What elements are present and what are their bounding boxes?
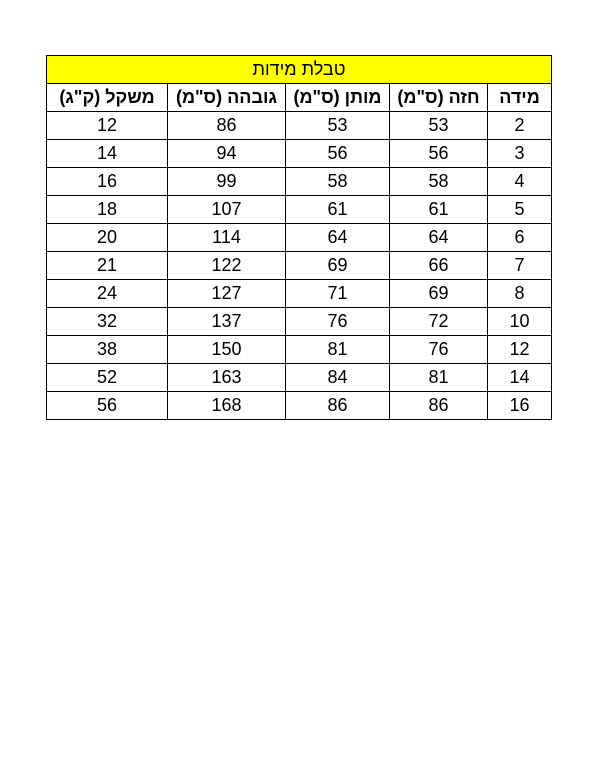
cell-waist: 53 <box>286 112 390 140</box>
cell-waist: 61 <box>286 196 390 224</box>
cell-chest: 69 <box>390 280 488 308</box>
cell-chest: 56 <box>390 140 488 168</box>
cell-height: 94 <box>168 140 286 168</box>
cell-chest: 76 <box>390 336 488 364</box>
cell-size: 6 <box>488 224 552 252</box>
header-chest: חזה (ס"מ) <box>390 84 488 112</box>
cell-size: 3 <box>488 140 552 168</box>
title-row <box>47 56 552 84</box>
table-row <box>47 364 552 392</box>
cell-size: 16 <box>488 392 552 420</box>
cell-waist: 56 <box>286 140 390 168</box>
cell-height: 122 <box>168 252 286 280</box>
cell-size: 5 <box>488 196 552 224</box>
cell-waist: 71 <box>286 280 390 308</box>
cell-weight: 32 <box>47 308 168 336</box>
cell-chest: 61 <box>390 196 488 224</box>
cell-waist: 58 <box>286 168 390 196</box>
cell-weight: 18 <box>47 196 168 224</box>
header-row <box>47 84 552 112</box>
cell-size: 8 <box>488 280 552 308</box>
table-row <box>47 252 552 280</box>
cell-weight: 21 <box>47 252 168 280</box>
cell-weight: 52 <box>47 364 168 392</box>
cell-size: 4 <box>488 168 552 196</box>
table-row <box>47 308 552 336</box>
size-chart-table <box>46 55 552 420</box>
table-row <box>47 140 552 168</box>
table-row <box>47 392 552 420</box>
table-row <box>47 168 552 196</box>
header-size: מידה <box>488 84 552 112</box>
cell-height: 163 <box>168 364 286 392</box>
cell-weight: 16 <box>47 168 168 196</box>
header-weight: משקל (ק"ג) <box>47 84 168 112</box>
cell-chest: 86 <box>390 392 488 420</box>
cell-size: 7 <box>488 252 552 280</box>
cell-chest: 58 <box>390 168 488 196</box>
cell-waist: 81 <box>286 336 390 364</box>
cell-size: 12 <box>488 336 552 364</box>
cell-height: 127 <box>168 280 286 308</box>
cell-height: 150 <box>168 336 286 364</box>
cell-chest: 53 <box>390 112 488 140</box>
table-title: טבלת מידות <box>47 56 552 84</box>
cell-waist: 84 <box>286 364 390 392</box>
cell-weight: 20 <box>47 224 168 252</box>
cell-size: 10 <box>488 308 552 336</box>
cell-size: 2 <box>488 112 552 140</box>
cell-weight: 12 <box>47 112 168 140</box>
cell-height: 137 <box>168 308 286 336</box>
cell-weight: 38 <box>47 336 168 364</box>
table-row <box>47 112 552 140</box>
table-row <box>47 196 552 224</box>
table-row <box>47 336 552 364</box>
cell-chest: 64 <box>390 224 488 252</box>
cell-waist: 76 <box>286 308 390 336</box>
cell-weight: 24 <box>47 280 168 308</box>
cell-weight: 14 <box>47 140 168 168</box>
header-waist: מותן (ס"מ) <box>286 84 390 112</box>
table-row <box>47 280 552 308</box>
cell-height: 107 <box>168 196 286 224</box>
cell-height: 99 <box>168 168 286 196</box>
cell-weight: 56 <box>47 392 168 420</box>
cell-waist: 86 <box>286 392 390 420</box>
cell-chest: 72 <box>390 308 488 336</box>
header-height: גובהה (ס"מ) <box>168 84 286 112</box>
cell-waist: 64 <box>286 224 390 252</box>
cell-waist: 69 <box>286 252 390 280</box>
cell-height: 114 <box>168 224 286 252</box>
cell-size: 14 <box>488 364 552 392</box>
cell-height: 86 <box>168 112 286 140</box>
cell-height: 168 <box>168 392 286 420</box>
cell-chest: 81 <box>390 364 488 392</box>
table-row <box>47 224 552 252</box>
cell-chest: 66 <box>390 252 488 280</box>
